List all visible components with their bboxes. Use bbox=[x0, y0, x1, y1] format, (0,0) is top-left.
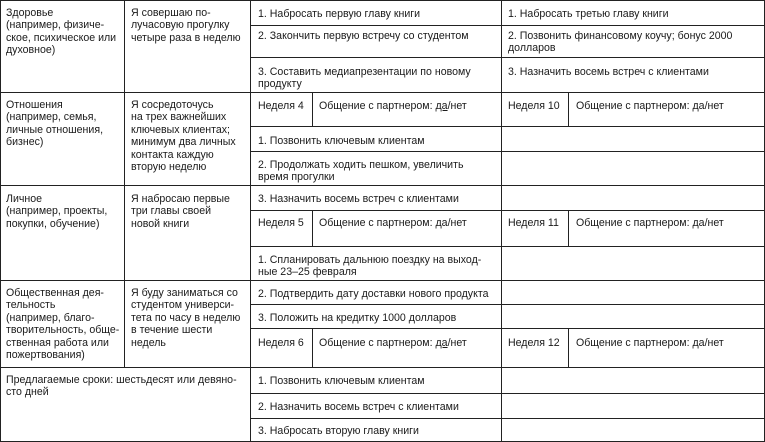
category-relations: Отношения (например, семья, личные отношения, бизнес) bbox=[6, 99, 104, 149]
row-divider bbox=[0, 185, 765, 186]
partner-no: нет bbox=[707, 337, 724, 349]
partner-sep: / bbox=[704, 100, 708, 112]
task-item: 3. Составить медиапрезентации по новому продукту bbox=[258, 66, 471, 91]
partner-sep: / bbox=[704, 337, 708, 349]
category-social: Общественная дея- тельность (например, благо- творительность, обще- ственная работа или пожертвования) bbox=[6, 287, 120, 362]
week-label: Неделя 10 bbox=[508, 100, 560, 112]
partner-check bbox=[576, 100, 762, 112]
partner-check bbox=[319, 217, 499, 229]
partner-yes: да bbox=[692, 337, 705, 349]
partner-label: Общение с партнером: bbox=[319, 337, 436, 349]
column-divider bbox=[312, 210, 313, 246]
task-item: 1. Позвонить ключевым клиентам bbox=[258, 375, 425, 387]
column-divider bbox=[250, 0, 251, 442]
cell-divider bbox=[250, 304, 765, 305]
cell-divider bbox=[250, 210, 765, 211]
column-divider bbox=[312, 328, 313, 367]
goal-social: Я буду заниматься со студентом универси- тета по часу в неделю в течение шести недель bbox=[131, 287, 241, 349]
goal-personal: Я набросаю первые три главы своей новой книги bbox=[131, 193, 230, 230]
task-item: 3. Назначить восемь встреч с клиентами bbox=[258, 193, 459, 205]
partner-sep: / bbox=[447, 337, 451, 349]
column-divider bbox=[312, 92, 313, 126]
partner-sep: / bbox=[447, 217, 451, 229]
week-label: Неделя 6 bbox=[258, 337, 304, 349]
task-item: 2. Позвонить финансовому коучу; бонус 2000 долларов bbox=[508, 30, 733, 55]
partner-no: нет bbox=[707, 217, 724, 229]
task-item: 1. Набросать первую главу книги bbox=[258, 8, 421, 20]
timeline-label: Предлагаемые сроки: шестьдесят или девяно- сто дней bbox=[6, 374, 237, 399]
partner-no: нет bbox=[450, 100, 467, 112]
partner-yes: да bbox=[692, 217, 705, 229]
partner-sep: / bbox=[704, 217, 708, 229]
column-divider bbox=[568, 328, 569, 367]
cell-divider bbox=[250, 57, 765, 58]
partner-label: Общение с партнером: bbox=[576, 100, 693, 112]
task-item: 3. Положить на кредитку 1000 долларов bbox=[258, 312, 457, 324]
task-item: 2. Продолжать ходить пешком, увеличить время прогулки bbox=[258, 159, 464, 184]
partner-no: нет bbox=[707, 100, 724, 112]
week-label: Неделя 11 bbox=[508, 217, 559, 229]
cell-divider bbox=[250, 151, 765, 152]
cell-divider bbox=[250, 418, 765, 419]
partner-yes: да bbox=[435, 337, 448, 349]
partner-check bbox=[576, 337, 762, 349]
cell-divider bbox=[250, 246, 765, 247]
partner-label: Общение с партнером: bbox=[576, 217, 693, 229]
row-divider bbox=[0, 280, 765, 281]
task-item: 3. Набросать вторую главу книги bbox=[258, 425, 419, 437]
partner-label: Общение с партнером: bbox=[576, 337, 693, 349]
week-label: Неделя 4 bbox=[258, 100, 304, 112]
row-divider bbox=[0, 367, 765, 368]
partner-check bbox=[319, 100, 499, 112]
partner-sep: / bbox=[447, 100, 451, 112]
column-divider bbox=[568, 92, 569, 126]
goal-relations: Я сосредоточусь на трех важнейших ключевых клиентах; минимум два личных контакта каждую вторую неделю bbox=[131, 99, 236, 174]
partner-check bbox=[576, 217, 762, 229]
cell-divider bbox=[250, 25, 765, 26]
partner-yes: да bbox=[435, 217, 448, 229]
cell-divider bbox=[250, 328, 765, 329]
partner-label: Общение с партнером: bbox=[319, 100, 436, 112]
partner-yes: да bbox=[435, 100, 448, 112]
task-item: 1. Позвонить ключевым клиентам bbox=[258, 135, 425, 147]
column-divider bbox=[568, 210, 569, 246]
partner-no: нет bbox=[450, 337, 467, 349]
row-divider bbox=[0, 92, 765, 93]
task-item: 1. Спланировать дальнюю поездку на выход- ные 23–25 февраля bbox=[258, 254, 482, 279]
cell-divider bbox=[250, 393, 765, 394]
row-divider bbox=[0, 0, 765, 1]
partner-yes: да bbox=[692, 100, 705, 112]
cell-divider bbox=[250, 126, 765, 127]
task-item: 2. Закончить первую встречу со студентом bbox=[258, 30, 469, 42]
column-divider bbox=[0, 0, 1, 442]
category-personal: Личное (например, проекты, покупки, обучение) bbox=[6, 193, 108, 230]
task-item: 2. Подтвердить дату доставки нового продукта bbox=[258, 288, 489, 300]
task-item: 1. Набросать третью главу книги bbox=[508, 8, 669, 20]
partner-check bbox=[319, 337, 499, 349]
category-health: Здоровье (например, физиче- ское, психическое или духовное) bbox=[6, 7, 117, 57]
week-label: Неделя 12 bbox=[508, 337, 560, 349]
partner-no: нет bbox=[450, 217, 467, 229]
partner-label: Общение с партнером: bbox=[319, 217, 436, 229]
column-divider bbox=[501, 0, 502, 442]
week-label: Неделя 5 bbox=[258, 217, 304, 229]
task-item: 2. Назначить восемь встреч с клиентами bbox=[258, 401, 459, 413]
task-item: 3. Назначить восемь встреч с клиентами bbox=[508, 66, 709, 78]
column-divider bbox=[124, 0, 125, 367]
goal-health: Я совершаю по- лучасовую прогулку четыре раза в неделю bbox=[131, 7, 241, 44]
